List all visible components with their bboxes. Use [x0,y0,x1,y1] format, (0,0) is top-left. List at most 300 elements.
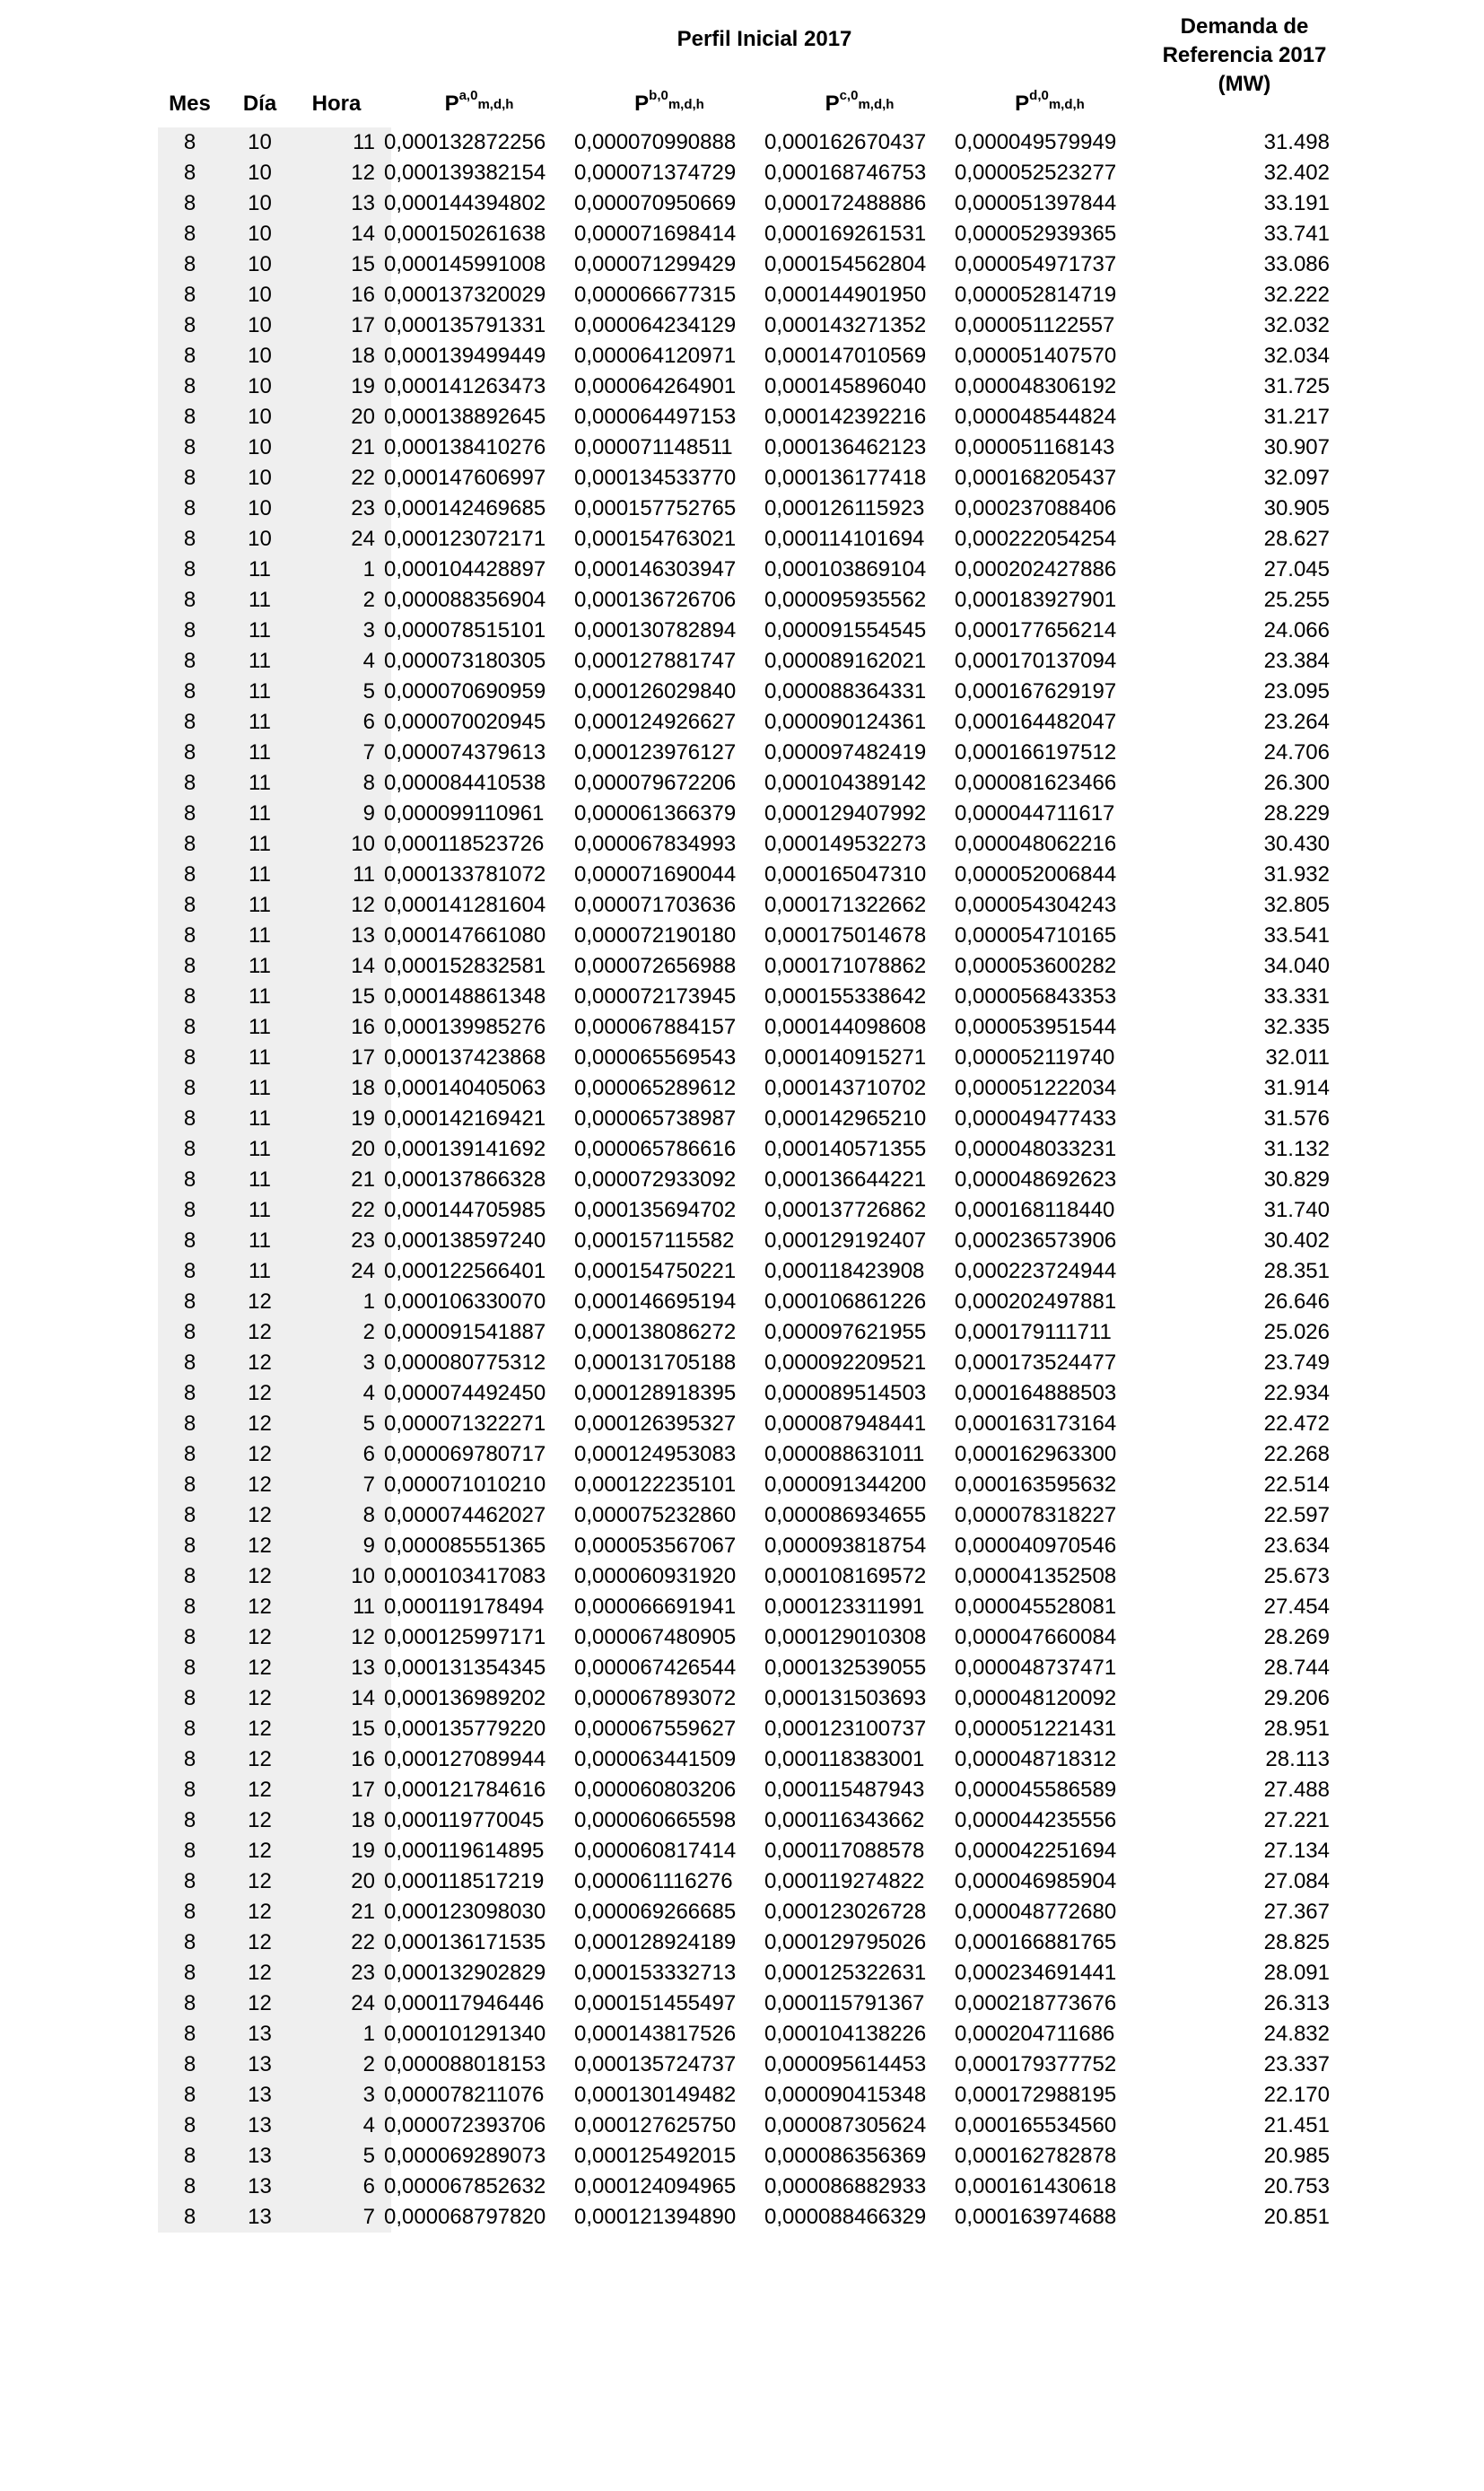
cell-pc: 0,000116343662 [764,1808,925,1832]
cell-pc: 0,000155338642 [764,984,927,1009]
cell-hora: 8 [298,768,391,799]
cell-pd: 0,000222054254 [955,527,1117,551]
cell-demanda: 22.597 [1263,1503,1330,1527]
table-row [0,1012,1484,1043]
cell-hora: 4 [298,2111,391,2141]
cell-pc: 0,000123311991 [764,1595,925,1619]
cell-pc: 0,000147010569 [764,344,927,368]
cell-mes: 8 [158,2141,222,2172]
cell-pa: 0,000071010210 [384,1473,546,1497]
cell-demanda: 30.430 [1263,832,1330,856]
cell-pa: 0,000118517219 [384,1869,545,1893]
cell-pb: 0,000072173945 [574,984,737,1009]
cell-demanda: 27.134 [1263,1839,1330,1863]
table-row [0,1409,1484,1439]
cell-dia: 13 [222,2111,298,2141]
cell-pb: 0,000067884157 [574,1015,737,1039]
cell-hora: 22 [298,463,391,494]
cell-hora: 16 [298,280,391,310]
cell-pd: 0,000173524477 [955,1350,1117,1375]
table-row [0,2019,1484,2050]
cell-hora: 16 [298,1012,391,1043]
cell-pc: 0,000103869104 [764,557,927,581]
cell-pd: 0,000048692623 [955,1167,1117,1192]
cell-pb: 0,000075232860 [574,1503,737,1527]
cell-pb: 0,000125492015 [574,2144,737,2168]
cell-demanda: 27.084 [1263,1869,1330,1893]
cell-pc: 0,000145896040 [764,374,927,398]
cell-pa: 0,000138597240 [384,1228,546,1253]
table-row [0,219,1484,249]
table-row [0,1348,1484,1378]
cell-pb: 0,000060931920 [574,1564,737,1588]
cell-pc: 0,000171322662 [764,893,927,917]
cell-pc: 0,000089162021 [764,649,927,673]
cell-pb: 0,000122235101 [574,1473,737,1497]
cell-demanda: 25.255 [1263,588,1330,612]
cell-hora: 21 [298,1165,391,1195]
cell-mes: 8 [158,1714,222,1744]
cell-dia: 12 [222,1958,298,1988]
cell-pd: 0,000048062216 [955,832,1117,856]
cell-pb: 0,000067893072 [574,1686,737,1710]
cell-mes: 8 [158,249,222,280]
cell-pd: 0,000054304243 [955,893,1117,917]
cell-hora: 19 [298,1104,391,1134]
cell-pa: 0,000117946446 [384,1991,545,2015]
table-row [0,158,1484,188]
cell-pc: 0,000097621955 [764,1320,927,1344]
cell-pd: 0,000168205437 [955,466,1117,490]
demand-header-line1: Demanda de [1180,14,1309,39]
cell-pb: 0,000071148511 [574,435,733,459]
cell-mes: 8 [158,921,222,951]
cell-pa: 0,000074492450 [384,1381,546,1405]
cell-mes: 8 [158,1439,222,1470]
table-row [0,1958,1484,1988]
cell-demanda: 31.932 [1263,862,1330,887]
cell-hora: 11 [298,1592,391,1622]
cell-pc: 0,000136177418 [764,466,927,490]
cell-pa: 0,000119178494 [384,1595,545,1619]
table-row [0,1714,1484,1744]
cell-pd: 0,000052939365 [955,222,1117,246]
cell-mes: 8 [158,1561,222,1592]
cell-dia: 11 [222,677,298,707]
cell-pa: 0,000073180305 [384,649,546,673]
cell-mes: 8 [158,2202,222,2233]
cell-mes: 8 [158,555,222,585]
cell-pd: 0,000054971737 [955,252,1117,276]
cell-pd: 0,000045586589 [955,1778,1117,1802]
cell-hora: 24 [298,524,391,555]
cell-mes: 8 [158,1165,222,1195]
cell-pa: 0,000135791331 [384,313,546,337]
cell-demanda: 28.229 [1263,801,1330,826]
cell-pc: 0,000115791367 [764,1991,925,2015]
cell-pd: 0,000051397844 [955,191,1117,215]
cell-demanda: 33.086 [1263,252,1330,276]
table-row [0,402,1484,433]
cell-pc: 0,000136644221 [764,1167,927,1192]
cell-pc: 0,000126115923 [764,496,925,520]
cell-pc: 0,000090124361 [764,710,927,734]
cell-hora: 13 [298,188,391,219]
cell-pd: 0,000162782878 [955,2144,1117,2168]
cell-pa: 0,000144705985 [384,1198,546,1222]
cell-mes: 8 [158,1653,222,1683]
cell-pc: 0,000095935562 [764,588,927,612]
cell-pb: 0,000128918395 [574,1381,737,1405]
cell-demanda: 24.706 [1263,740,1330,765]
cell-dia: 11 [222,921,298,951]
cell-pd: 0,000204711686 [955,2022,1115,2046]
col-header-pd: P$^{d,0}_{m,d,h}$ [1015,88,1085,116]
cell-demanda: 30.905 [1263,496,1330,520]
cell-pb: 0,000127625750 [574,2113,737,2137]
cell-pb: 0,000064497153 [574,405,737,429]
cell-demanda: 28.744 [1263,1656,1330,1680]
cell-mes: 8 [158,2172,222,2202]
cell-pc: 0,000088466329 [764,2205,927,2229]
col-header-mes: Mes [169,92,211,116]
table-row [0,1836,1484,1866]
cell-pc: 0,000131503693 [764,1686,927,1710]
cell-pb: 0,000065569543 [574,1045,737,1070]
cell-pc: 0,000143710702 [764,1076,927,1100]
cell-pa: 0,000068797820 [384,2205,546,2229]
cell-pd: 0,000048033231 [955,1137,1117,1161]
cell-pc: 0,000091344200 [764,1473,927,1497]
cell-pa: 0,000067852632 [384,2174,546,2198]
cell-dia: 10 [222,127,298,158]
cell-pc: 0,000136462123 [764,435,927,459]
table-row [0,1500,1484,1531]
table-row [0,1226,1484,1256]
cell-mes: 8 [158,1988,222,2019]
cell-dia: 12 [222,1561,298,1592]
col-header-pc: P$^{c,0}_{m,d,h}$ [825,88,895,116]
cell-demanda: 25.026 [1263,1320,1330,1344]
cell-pb: 0,000064264901 [574,374,737,398]
cell-pa: 0,000138410276 [384,435,546,459]
cell-demanda: 33.741 [1263,222,1330,246]
cell-demanda: 33.541 [1263,923,1330,948]
cell-dia: 10 [222,249,298,280]
cell-dia: 10 [222,341,298,371]
table-body [0,127,1484,2233]
cell-pb: 0,000072933092 [574,1167,737,1192]
cell-demanda: 22.514 [1263,1473,1330,1497]
cell-dia: 11 [222,1226,298,1256]
cell-pd: 0,000167629197 [955,679,1117,704]
cell-pc: 0,000086934655 [764,1503,927,1527]
cell-pc: 0,000088364331 [764,679,927,704]
cell-hora: 2 [298,2050,391,2080]
col-header-dia: Día [242,92,277,116]
cell-demanda: 32.805 [1263,893,1330,917]
cell-mes: 8 [158,1744,222,1775]
cell-mes: 8 [158,1775,222,1805]
cell-pb: 0,000071299429 [574,252,737,276]
cell-demanda: 20.851 [1263,2205,1330,2229]
cell-mes: 8 [158,585,222,616]
cell-mes: 8 [158,1317,222,1348]
cell-dia: 10 [222,524,298,555]
cell-pb: 0,000123976127 [574,740,737,765]
table-row [0,921,1484,951]
cell-pc: 0,000115487943 [764,1778,925,1802]
cell-demanda: 30.402 [1263,1228,1330,1253]
cell-pd: 0,000053951544 [955,1015,1117,1039]
cell-pa: 0,000069780717 [384,1442,546,1466]
cell-dia: 10 [222,371,298,402]
cell-pc: 0,000168746753 [764,161,927,185]
cell-hora: 9 [298,1531,391,1561]
cell-pa: 0,000139382154 [384,161,546,185]
cell-mes: 8 [158,1531,222,1561]
cell-hora: 21 [298,1897,391,1927]
cell-demanda: 27.488 [1263,1778,1330,1802]
cell-mes: 8 [158,1073,222,1104]
cell-pc: 0,000119274822 [764,1869,925,1893]
cell-pc: 0,000140915271 [764,1045,927,1070]
cell-hora: 11 [298,860,391,890]
cell-pa: 0,000139499449 [384,344,546,368]
table-row [0,616,1484,646]
cell-hora: 7 [298,738,391,768]
cell-mes: 8 [158,1012,222,1043]
table-row [0,188,1484,219]
cell-pa: 0,000147661080 [384,923,546,948]
cell-dia: 11 [222,1104,298,1134]
cell-pc: 0,000104138226 [764,2022,927,2046]
table-row [0,1195,1484,1226]
cell-dia: 12 [222,1927,298,1958]
cell-pd: 0,000045528081 [955,1595,1117,1619]
cell-pd: 0,000081623466 [955,771,1117,795]
cell-pa: 0,000138892645 [384,405,546,429]
table-row [0,585,1484,616]
cell-demanda: 27.221 [1263,1808,1330,1832]
cell-demanda: 33.191 [1263,191,1330,215]
cell-pa: 0,000088356904 [384,588,546,612]
cell-pb: 0,000135694702 [574,1198,737,1222]
cell-mes: 8 [158,433,222,463]
table-row [0,829,1484,860]
cell-pa: 0,000088018153 [384,2052,546,2076]
cell-mes: 8 [158,2019,222,2050]
cell-pc: 0,000106861226 [764,1289,927,1314]
cell-pa: 0,000144394802 [384,191,546,215]
cell-pb: 0,000151455497 [574,1991,737,2015]
cell-hora: 1 [298,1287,391,1317]
cell-pb: 0,000143817526 [574,2022,737,2046]
cell-pd: 0,000170137094 [955,649,1117,673]
cell-pb: 0,000071690044 [574,862,737,887]
cell-pa: 0,000142469685 [384,496,546,520]
cell-pa: 0,000104428897 [384,557,546,581]
cell-dia: 10 [222,463,298,494]
cell-mes: 8 [158,738,222,768]
cell-pa: 0,000099110961 [384,801,545,826]
cell-hora: 9 [298,799,391,829]
cell-pb: 0,000065786616 [574,1137,737,1161]
cell-demanda: 32.097 [1263,466,1330,490]
cell-dia: 12 [222,1622,298,1653]
cell-mes: 8 [158,890,222,921]
table-row [0,1683,1484,1714]
cell-pc: 0,000129010308 [764,1625,927,1649]
cell-dia: 11 [222,1012,298,1043]
cell-pb: 0,000064234129 [574,313,737,337]
cell-pa: 0,000085551365 [384,1534,546,1558]
cell-pd: 0,000054710165 [955,923,1117,948]
table-row [0,2080,1484,2111]
cell-pd: 0,000048772680 [955,1900,1117,1924]
cell-pb: 0,000134533770 [574,466,737,490]
cell-dia: 11 [222,555,298,585]
table-row [0,1317,1484,1348]
cell-pc: 0,000129795026 [764,1930,927,1954]
table-row [0,1897,1484,1927]
cell-demanda: 23.337 [1263,2052,1330,2076]
cell-demanda: 32.335 [1263,1015,1330,1039]
cell-pc: 0,000117088578 [764,1839,925,1863]
cell-hora: 6 [298,707,391,738]
cell-demanda: 28.951 [1263,1717,1330,1741]
cell-dia: 12 [222,1409,298,1439]
cell-hora: 6 [298,2172,391,2202]
cell-pa: 0,000084410538 [384,771,546,795]
cell-pa: 0,000127089944 [384,1747,546,1771]
table-row [0,524,1484,555]
cell-mes: 8 [158,1592,222,1622]
cell-pb: 0,000153332713 [574,1961,737,1985]
cell-demanda: 26.313 [1263,1991,1330,2015]
cell-dia: 11 [222,646,298,677]
cell-hora: 14 [298,951,391,982]
cell-dia: 10 [222,219,298,249]
cell-pb: 0,000071698414 [574,222,737,246]
cell-dia: 11 [222,707,298,738]
cell-hora: 5 [298,677,391,707]
cell-pd: 0,000051221431 [955,1717,1117,1741]
cell-pb: 0,000157115582 [574,1228,735,1253]
cell-pa: 0,000137423868 [384,1045,546,1070]
table-row [0,1653,1484,1683]
cell-demanda: 22.934 [1263,1381,1330,1405]
cell-demanda: 25.673 [1263,1564,1330,1588]
cell-hora: 2 [298,1317,391,1348]
cell-pb: 0,000067426544 [574,1656,737,1680]
cell-pd: 0,000166881765 [955,1930,1117,1954]
cell-pc: 0,000125322631 [764,1961,927,1985]
cell-dia: 12 [222,1683,298,1714]
cell-hora: 14 [298,1683,391,1714]
table-row [0,1775,1484,1805]
cell-pd: 0,000234691441 [955,1961,1117,1985]
cell-demanda: 22.268 [1263,1442,1330,1466]
cell-hora: 15 [298,1714,391,1744]
table-row [0,890,1484,921]
cell-pd: 0,000052814719 [955,283,1117,307]
cell-pb: 0,000131705188 [574,1350,737,1375]
cell-dia: 12 [222,1775,298,1805]
cell-pc: 0,000165047310 [764,862,927,887]
cell-dia: 11 [222,1134,298,1165]
cell-dia: 12 [222,1653,298,1683]
cell-pa: 0,000123072171 [384,527,546,551]
cell-dia: 11 [222,585,298,616]
col-header-pb: P$^{b,0}_{m,d,h}$ [634,88,704,116]
cell-pb: 0,000072190180 [574,923,737,948]
cell-hora: 23 [298,1226,391,1256]
cell-demanda: 32.402 [1263,161,1330,185]
cell-hora: 6 [298,1439,391,1470]
table-row [0,707,1484,738]
cell-pc: 0,000169261531 [764,222,927,246]
cell-pa: 0,000071322271 [384,1412,546,1436]
cell-mes: 8 [158,310,222,341]
cell-pa: 0,000145991008 [384,252,546,276]
cell-pc: 0,000086356369 [764,2144,927,2168]
cell-pb: 0,000066691941 [574,1595,737,1619]
cell-demanda: 26.300 [1263,771,1330,795]
cell-dia: 12 [222,1988,298,2019]
cell-dia: 10 [222,158,298,188]
cell-pc: 0,000142965210 [764,1106,927,1131]
cell-hora: 19 [298,1836,391,1866]
cell-hora: 13 [298,1653,391,1683]
cell-pa: 0,000091541887 [384,1320,546,1344]
cell-pc: 0,000123026728 [764,1900,927,1924]
cell-hora: 4 [298,646,391,677]
table-row [0,1561,1484,1592]
cell-pc: 0,000088631011 [764,1442,925,1466]
cell-pb: 0,000064120971 [574,344,737,368]
cell-mes: 8 [158,1409,222,1439]
cell-pc: 0,000132539055 [764,1656,927,1680]
cell-demanda: 31.725 [1263,374,1330,398]
cell-dia: 12 [222,1348,298,1378]
table-row [0,982,1484,1012]
table-row [0,1866,1484,1897]
cell-hora: 4 [298,1378,391,1409]
cell-mes: 8 [158,1958,222,1988]
cell-pb: 0,000070950669 [574,191,737,215]
cell-pa: 0,000133781072 [384,862,546,887]
cell-pc: 0,000108169572 [764,1564,927,1588]
cell-hora: 21 [298,433,391,463]
cell-pc: 0,000142392216 [764,405,927,429]
cell-demanda: 34.040 [1263,954,1330,978]
cell-hora: 23 [298,494,391,524]
cell-dia: 12 [222,1805,298,1836]
cell-hora: 24 [298,1988,391,2019]
cell-mes: 8 [158,677,222,707]
cell-mes: 8 [158,280,222,310]
cell-hora: 10 [298,829,391,860]
cell-mes: 8 [158,1805,222,1836]
table-row [0,1805,1484,1836]
cell-dia: 12 [222,1531,298,1561]
cell-mes: 8 [158,1287,222,1317]
cell-mes: 8 [158,494,222,524]
cell-pd: 0,000048306192 [955,374,1117,398]
cell-hora: 18 [298,1805,391,1836]
cell-pa: 0,000136171535 [384,1930,546,1954]
